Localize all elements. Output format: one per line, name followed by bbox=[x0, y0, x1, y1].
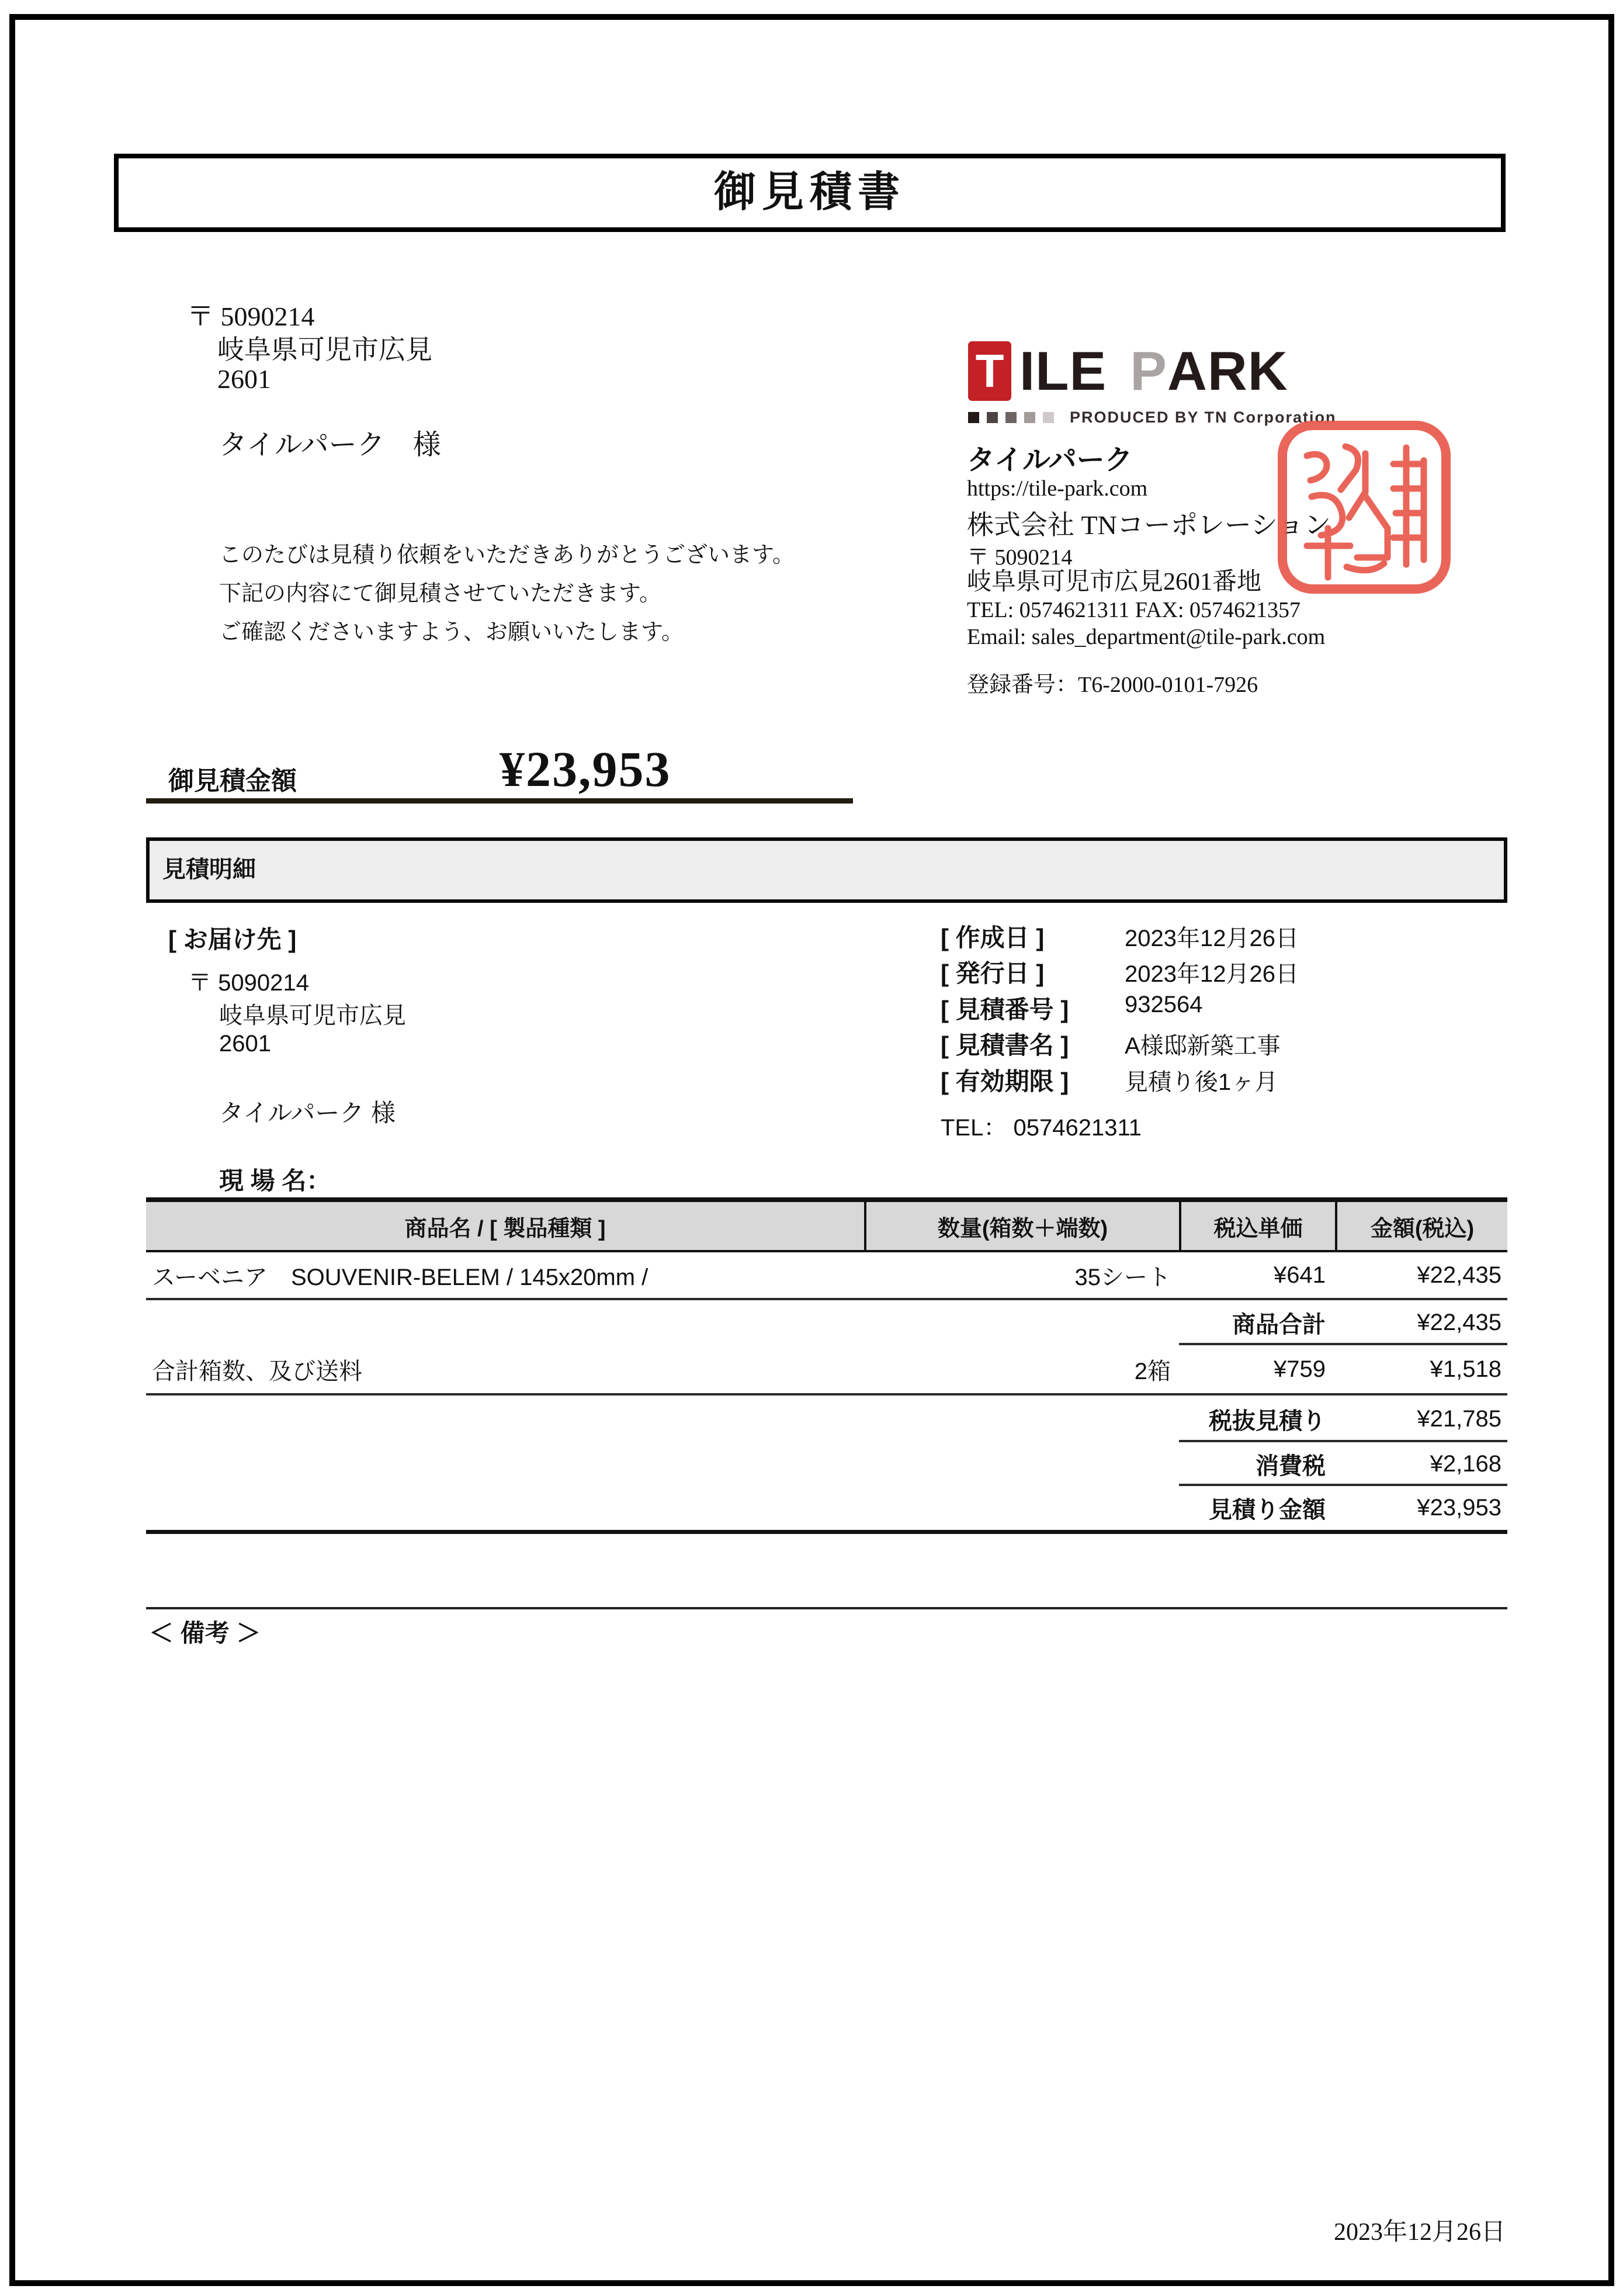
meta-number-value: 932564 bbox=[1125, 992, 1203, 1017]
pretax-total-amount: ¥21,785 bbox=[1417, 1405, 1501, 1432]
meta-validity-value: 見積り後1ヶ月 bbox=[1125, 1069, 1278, 1095]
recipient-address-2: 2601 bbox=[217, 364, 271, 394]
document-title: 御見積書 bbox=[713, 169, 906, 216]
logo-square-3-icon bbox=[1005, 412, 1017, 423]
meta-title-label: [ 見積書名 ] bbox=[941, 1031, 1069, 1059]
estimate-table bbox=[146, 1197, 1507, 1534]
logo-ark: ARK bbox=[1167, 340, 1288, 401]
logo-square-4-icon bbox=[1024, 412, 1035, 423]
table-row-grand-total bbox=[146, 1486, 1507, 1534]
boxes-shipping-qty: 2箱 bbox=[1134, 1358, 1171, 1384]
company-tel-fax: TEL: 0574621311 FAX: 0574621357 bbox=[967, 598, 1301, 622]
greeting-line-2: 下記の内容にて御見積させていただきます。 bbox=[219, 581, 661, 606]
remarks-divider bbox=[146, 1607, 1507, 1609]
logo-tagline: PRODUCED BY TN Corporation bbox=[1070, 408, 1337, 426]
company-email: Email: sales_department@tile-park.com bbox=[967, 625, 1326, 649]
delivery-address-2: 2601 bbox=[219, 1031, 271, 1057]
estimate-amount-label: 御見積金額 bbox=[168, 767, 297, 795]
footer-date: 2023年12月26日 bbox=[1333, 2219, 1506, 2246]
remarks-label: ＜ 備考 ＞ bbox=[149, 1619, 261, 1647]
company-address: 岐阜県可児市広見2601番地 bbox=[967, 569, 1262, 595]
table-header-row bbox=[146, 1197, 1507, 1252]
meta-issued-label: [ 発行日 ] bbox=[941, 960, 1045, 987]
col-header-unit-price: 税込単価 bbox=[1179, 1202, 1335, 1250]
col-header-quantity: 数量(箱数＋端数) bbox=[864, 1202, 1179, 1250]
company-seal-stamp-icon bbox=[1277, 420, 1452, 595]
details-section-title: 見積明細 bbox=[162, 857, 256, 882]
company-registration-number: 登録番号：T6-2000-0101-7926 bbox=[967, 673, 1258, 697]
greeting-line-1: このたびは見積り依頼をいただきありがとうございます。 bbox=[219, 543, 795, 567]
boxes-shipping-name: 合計箱数、及び送料 bbox=[152, 1358, 362, 1384]
logo-p: P bbox=[1130, 340, 1167, 401]
product-subtotal-amount: ¥22,435 bbox=[1417, 1310, 1501, 1335]
grand-total-amount: ¥23,953 bbox=[1417, 1495, 1501, 1521]
product-amount: ¥22,435 bbox=[1417, 1262, 1501, 1288]
company-postal: 〒 5090214 bbox=[967, 545, 1073, 570]
product-qty: 35シート bbox=[1074, 1264, 1171, 1290]
logo-t-letter: T bbox=[975, 345, 1004, 397]
meta-tel: TEL： 0574621311 bbox=[941, 1115, 1142, 1141]
recipient-postal: 〒 5090214 bbox=[187, 302, 315, 331]
product-subtotal-label: 商品合計 bbox=[1232, 1312, 1326, 1338]
recipient-address-1: 岐阜県可児市広見 bbox=[217, 335, 432, 365]
meta-validity-label: [ 有効期限 ] bbox=[941, 1068, 1069, 1095]
company-url: https://tile-park.com bbox=[967, 476, 1148, 501]
document-title-box bbox=[114, 154, 1506, 232]
logo-tile-t-icon bbox=[968, 341, 1011, 401]
details-section-bar bbox=[146, 837, 1507, 903]
table-row-boxes-shipping bbox=[146, 1345, 1507, 1395]
meta-created-label: [ 作成日 ] bbox=[941, 924, 1045, 951]
table-row-product bbox=[146, 1252, 1507, 1300]
meta-title-value: A様邸新築工事 bbox=[1125, 1033, 1281, 1059]
company-name: 株式会社 TNコーポレーション bbox=[967, 510, 1331, 540]
boxes-shipping-amount: ¥1,518 bbox=[1430, 1356, 1501, 1382]
product-name: スーベニア SOUVENIR-BELEM / 145x20mm / bbox=[152, 1264, 648, 1290]
delivery-address-1: 岐阜県可児市広見 bbox=[219, 1003, 406, 1028]
pretax-total-label: 税抜見積り bbox=[1209, 1408, 1326, 1434]
table-row-consumption-tax bbox=[146, 1442, 1507, 1486]
table-row-pretax-total bbox=[146, 1395, 1507, 1442]
estimate-amount-underline bbox=[146, 798, 853, 804]
consumption-tax-amount: ¥2,168 bbox=[1430, 1451, 1501, 1477]
grand-total-label: 見積り金額 bbox=[1209, 1497, 1326, 1523]
delivery-name: タイルパーク 様 bbox=[219, 1099, 396, 1127]
col-header-amount: 金額(税込) bbox=[1335, 1202, 1507, 1250]
recipient-name: タイルパーク 様 bbox=[219, 430, 441, 460]
company-name-kana: タイルパーク bbox=[967, 445, 1133, 476]
estimate-amount-value: ¥23,953 bbox=[500, 741, 671, 797]
delivery-postal: 〒 5090214 bbox=[188, 970, 309, 996]
logo-ile: ILE bbox=[1019, 340, 1107, 401]
meta-created-value: 2023年12月26日 bbox=[1125, 926, 1299, 951]
logo-square-2-icon bbox=[987, 412, 998, 423]
col-header-product: 商品名 / [ 製品種類 ] bbox=[404, 1216, 606, 1241]
consumption-tax-label: 消費税 bbox=[1256, 1453, 1326, 1479]
site-name-label: 現 場 名： bbox=[219, 1167, 331, 1194]
meta-number-label: [ 見積番号 ] bbox=[941, 996, 1069, 1023]
meta-issued-value: 2023年12月26日 bbox=[1125, 961, 1299, 987]
delivery-section-label: [ お届け先 ] bbox=[168, 926, 297, 953]
greeting-line-3: ご確認くださいますよう、お願いいたします。 bbox=[219, 620, 684, 645]
boxes-shipping-unit-price: ¥759 bbox=[1274, 1356, 1326, 1382]
product-unit-price: ¥641 bbox=[1274, 1262, 1326, 1288]
company-logo bbox=[968, 341, 1288, 401]
logo-square-5-icon bbox=[1043, 412, 1054, 423]
logo-square-1-icon bbox=[968, 412, 979, 423]
table-row-product-subtotal bbox=[146, 1300, 1507, 1345]
